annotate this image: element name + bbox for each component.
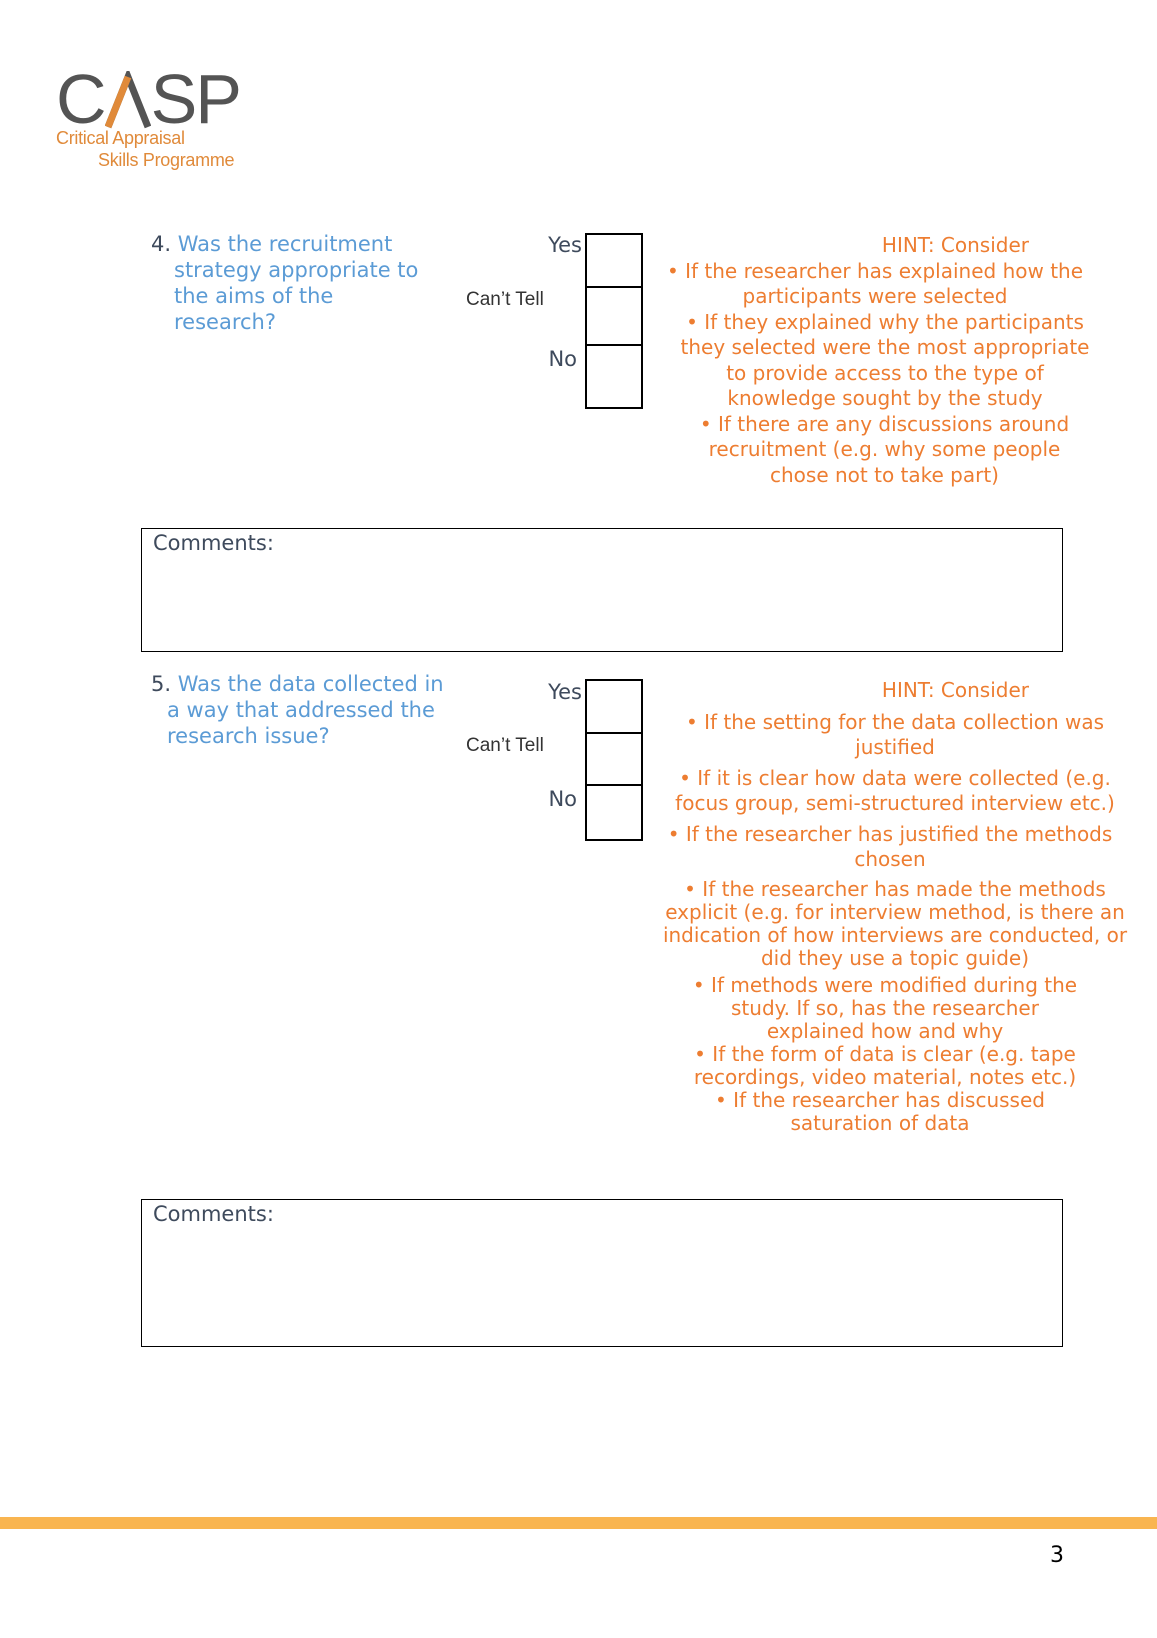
hint-item: • If the researcher has discussed saturation of data xyxy=(715,1087,1045,1135)
question-text-line: research? xyxy=(174,310,276,334)
no-label: No xyxy=(548,347,577,371)
cant-tell-label: Can’t Tell xyxy=(466,289,544,310)
question-4 xyxy=(151,231,451,335)
question-text-line: research issue? xyxy=(167,724,330,748)
yes-label: Yes xyxy=(548,233,582,257)
hint-item: • If the researcher has explained how the participants were selected xyxy=(666,258,1084,308)
question-number: 5. xyxy=(151,672,172,696)
question-number: 4. xyxy=(151,232,172,256)
q5-cant-tell-checkbox[interactable] xyxy=(585,732,643,786)
question-text-line: Was the data collected in xyxy=(177,672,444,696)
hint-item: • If the setting for the data collection was justified xyxy=(685,709,1105,759)
hint-item: • If it is clear how data were collected (e.g. focus group, semi-structured interview etc.) xyxy=(675,765,1115,815)
q4-no-checkbox[interactable] xyxy=(585,344,643,409)
comments-label: Comments: xyxy=(153,531,274,555)
question-text-line: Was the recruitment xyxy=(177,232,393,256)
logo-a-mark-icon xyxy=(105,70,151,128)
page-number: 3 xyxy=(1050,1543,1064,1568)
hint-heading: HINT: Consider xyxy=(881,678,1029,702)
footer-bar xyxy=(0,1517,1157,1529)
question-text-line: the aims of the xyxy=(174,284,334,308)
q4-comments-box[interactable] xyxy=(141,528,1063,652)
comments-label: Comments: xyxy=(153,1202,274,1226)
hint-item: • If methods were modified during the study. If so, has the researcher explained how and why xyxy=(692,972,1078,1043)
hint-heading: HINT: Consider xyxy=(881,233,1029,257)
no-label: No xyxy=(548,787,577,811)
q4-hint xyxy=(666,233,1092,488)
question-5 xyxy=(151,671,461,749)
hint-item: • If they explained why the participants they selected were the most appropriate to provide access to the type of knowledge sought by the study xyxy=(680,309,1090,410)
q5-hint xyxy=(662,678,1128,1135)
q5-comments-box[interactable] xyxy=(141,1199,1063,1347)
hint-item: • If the form of data is clear (e.g. tape recordings, video material, notes etc.) xyxy=(693,1041,1077,1089)
cant-tell-label: Can’t Tell xyxy=(466,735,544,756)
hint-item: • If there are any discussions around recruitment (e.g. why some people chose not to take part) xyxy=(699,411,1070,487)
question-text-line: a way that addressed the xyxy=(167,698,435,722)
hint-item: • If the researcher has made the methods explicit (e.g. for interview method, is there an indication of how interviews are conducted, or did they use a topic guide) xyxy=(662,876,1128,970)
q5-yes-checkbox[interactable] xyxy=(585,679,643,734)
casp-logo xyxy=(56,60,256,174)
yes-label: Yes xyxy=(548,680,582,704)
logo-subtitle-2: Skills Programme xyxy=(98,150,235,170)
logo-letters: C SP xyxy=(56,60,240,138)
question-text-line: strategy appropriate to xyxy=(174,258,419,282)
logo-subtitle-1: Critical Appraisal xyxy=(56,128,185,148)
q5-no-checkbox[interactable] xyxy=(585,784,643,841)
q4-cant-tell-checkbox[interactable] xyxy=(585,286,643,346)
hint-item: • If the researcher has justified the methods chosen xyxy=(667,821,1113,871)
q4-yes-checkbox[interactable] xyxy=(585,233,643,288)
